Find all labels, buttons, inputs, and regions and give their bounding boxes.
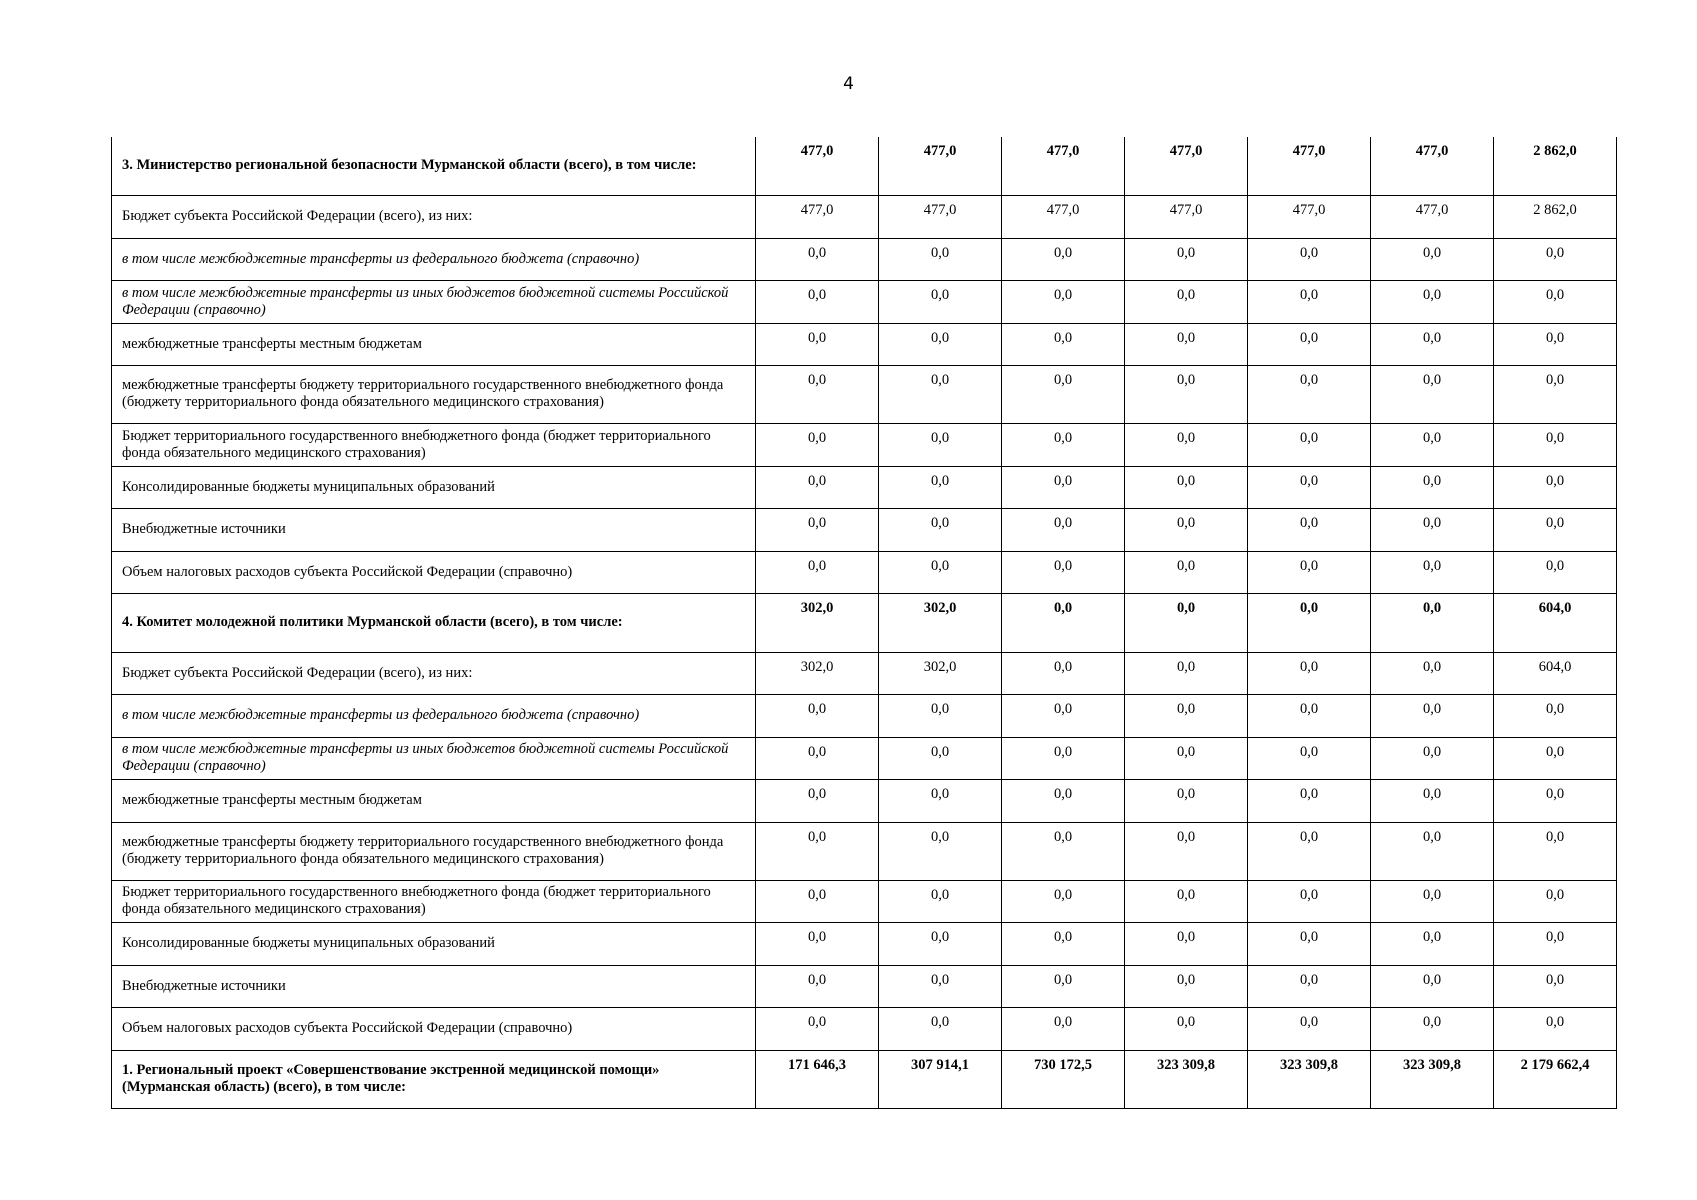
row-label: в том числе межбюджетные трансферты из иных бюджетов бюджетной системы Российской Федерации (справочно) — [112, 280, 756, 323]
value-cell: 0,0 — [1371, 323, 1494, 365]
value-cell: 0,0 — [1371, 694, 1494, 737]
value-cell: 0,0 — [1371, 466, 1494, 508]
value-cell: 0,0 — [1125, 238, 1248, 280]
value-cell: 0,0 — [756, 466, 879, 508]
value-cell: 0,0 — [1494, 965, 1617, 1007]
value-cell: 0,0 — [1248, 737, 1371, 779]
value-cell: 0,0 — [1125, 694, 1248, 737]
row-label: в том числе межбюджетные трансферты из иных бюджетов бюджетной системы Российской Федерации (справочно) — [112, 737, 756, 779]
value-cell: 0,0 — [1248, 779, 1371, 822]
value-cell: 0,0 — [1125, 779, 1248, 822]
value-cell: 302,0 — [756, 593, 879, 652]
value-cell: 0,0 — [1371, 551, 1494, 593]
value-cell: 0,0 — [1494, 822, 1617, 880]
value-cell: 0,0 — [1248, 922, 1371, 965]
value-cell: 0,0 — [1125, 965, 1248, 1007]
value-cell: 0,0 — [1002, 466, 1125, 508]
value-cell: 0,0 — [879, 365, 1002, 423]
value-cell: 0,0 — [1248, 280, 1371, 323]
value-cell: 0,0 — [1494, 238, 1617, 280]
row-label: Объем налоговых расходов субъекта Российской Федерации (справочно) — [112, 551, 756, 593]
row-label: Бюджет территориального государственного внебюджетного фонда (бюджет территориального фонда обязательного медицинского страхования) — [112, 880, 756, 922]
budget-table — [111, 137, 1617, 1109]
value-cell: 0,0 — [1125, 593, 1248, 652]
value-cell: 0,0 — [1125, 822, 1248, 880]
row-label: межбюджетные трансферты местным бюджетам — [112, 323, 756, 365]
value-cell: 477,0 — [1125, 195, 1248, 238]
value-cell: 0,0 — [1248, 508, 1371, 551]
value-cell: 0,0 — [1248, 880, 1371, 922]
value-cell: 477,0 — [1371, 195, 1494, 238]
value-cell: 0,0 — [879, 1007, 1002, 1050]
value-cell: 0,0 — [879, 238, 1002, 280]
value-cell: 0,0 — [1002, 593, 1125, 652]
value-cell: 0,0 — [756, 551, 879, 593]
value-cell: 0,0 — [1248, 365, 1371, 423]
value-cell: 0,0 — [1494, 323, 1617, 365]
value-cell: 730 172,5 — [1002, 1050, 1125, 1108]
table-row — [112, 238, 1617, 280]
value-cell: 0,0 — [1494, 423, 1617, 466]
value-cell: 0,0 — [1125, 737, 1248, 779]
value-cell: 0,0 — [1371, 593, 1494, 652]
table-row — [112, 466, 1617, 508]
value-cell: 0,0 — [1371, 880, 1494, 922]
value-cell: 0,0 — [756, 508, 879, 551]
value-cell: 477,0 — [1125, 137, 1248, 195]
value-cell: 0,0 — [1002, 779, 1125, 822]
value-cell: 0,0 — [1248, 652, 1371, 694]
value-cell: 0,0 — [1125, 652, 1248, 694]
value-cell: 477,0 — [1248, 195, 1371, 238]
value-cell: 0,0 — [1125, 423, 1248, 466]
table-row — [112, 195, 1617, 238]
row-label: межбюджетные трансферты бюджету территориального государственного внебюджетного фонда (бюджету территориального фонда обязательного медицинского страхования) — [112, 365, 756, 423]
value-cell: 0,0 — [1371, 238, 1494, 280]
value-cell: 0,0 — [1125, 922, 1248, 965]
value-cell: 0,0 — [1371, 423, 1494, 466]
table-row — [112, 365, 1617, 423]
value-cell: 477,0 — [756, 137, 879, 195]
value-cell: 0,0 — [1248, 323, 1371, 365]
value-cell: 0,0 — [1002, 922, 1125, 965]
table-row — [112, 965, 1617, 1007]
table-row — [112, 922, 1617, 965]
row-label: 4. Комитет молодежной политики Мурманской области (всего), в том числе: — [112, 593, 756, 652]
value-cell: 0,0 — [1002, 880, 1125, 922]
value-cell: 0,0 — [1125, 280, 1248, 323]
value-cell: 477,0 — [1248, 137, 1371, 195]
row-label: Внебюджетные источники — [112, 965, 756, 1007]
value-cell: 604,0 — [1494, 593, 1617, 652]
value-cell: 0,0 — [1002, 551, 1125, 593]
value-cell: 302,0 — [879, 593, 1002, 652]
value-cell: 0,0 — [1125, 466, 1248, 508]
value-cell: 0,0 — [1248, 238, 1371, 280]
value-cell: 0,0 — [1125, 880, 1248, 922]
value-cell: 0,0 — [1248, 822, 1371, 880]
value-cell: 0,0 — [1002, 280, 1125, 323]
value-cell: 0,0 — [1494, 922, 1617, 965]
value-cell: 0,0 — [1125, 323, 1248, 365]
row-label: Внебюджетные источники — [112, 508, 756, 551]
value-cell: 0,0 — [1125, 1007, 1248, 1050]
value-cell: 0,0 — [879, 551, 1002, 593]
page-number: 4 — [843, 74, 854, 94]
value-cell: 0,0 — [756, 965, 879, 1007]
value-cell: 0,0 — [756, 365, 879, 423]
value-cell: 323 309,8 — [1125, 1050, 1248, 1108]
table-row — [112, 137, 1617, 195]
table-row — [112, 822, 1617, 880]
value-cell: 0,0 — [1248, 1007, 1371, 1050]
value-cell: 0,0 — [1248, 551, 1371, 593]
value-cell: 0,0 — [1494, 466, 1617, 508]
table-row — [112, 551, 1617, 593]
value-cell: 0,0 — [879, 965, 1002, 1007]
table-row — [112, 1007, 1617, 1050]
value-cell: 323 309,8 — [1371, 1050, 1494, 1108]
value-cell: 0,0 — [1494, 365, 1617, 423]
value-cell: 0,0 — [1002, 822, 1125, 880]
value-cell: 0,0 — [1371, 508, 1494, 551]
value-cell: 302,0 — [879, 652, 1002, 694]
value-cell: 0,0 — [1002, 694, 1125, 737]
table-row — [112, 1050, 1617, 1108]
table-row — [112, 323, 1617, 365]
table-row — [112, 737, 1617, 779]
value-cell: 0,0 — [879, 880, 1002, 922]
value-cell: 0,0 — [879, 280, 1002, 323]
value-cell: 477,0 — [1002, 195, 1125, 238]
value-cell: 0,0 — [1494, 508, 1617, 551]
value-cell: 2 862,0 — [1494, 137, 1617, 195]
value-cell: 0,0 — [1494, 779, 1617, 822]
value-cell: 0,0 — [879, 466, 1002, 508]
value-cell: 0,0 — [756, 323, 879, 365]
table-row — [112, 652, 1617, 694]
row-label: Объем налоговых расходов субъекта Российской Федерации (справочно) — [112, 1007, 756, 1050]
value-cell: 0,0 — [879, 922, 1002, 965]
value-cell: 0,0 — [756, 737, 879, 779]
value-cell: 0,0 — [756, 922, 879, 965]
value-cell: 0,0 — [1494, 280, 1617, 323]
value-cell: 0,0 — [1248, 965, 1371, 1007]
table-row — [112, 779, 1617, 822]
table-row — [112, 423, 1617, 466]
value-cell: 0,0 — [1125, 551, 1248, 593]
table-row — [112, 508, 1617, 551]
value-cell: 0,0 — [1371, 1007, 1494, 1050]
value-cell: 0,0 — [1002, 965, 1125, 1007]
value-cell: 0,0 — [879, 694, 1002, 737]
value-cell: 307 914,1 — [879, 1050, 1002, 1108]
value-cell: 0,0 — [1494, 737, 1617, 779]
value-cell: 0,0 — [1002, 1007, 1125, 1050]
value-cell: 0,0 — [756, 238, 879, 280]
row-label: Консолидированные бюджеты муниципальных образований — [112, 922, 756, 965]
value-cell: 0,0 — [1125, 365, 1248, 423]
value-cell: 477,0 — [1002, 137, 1125, 195]
value-cell: 0,0 — [1371, 922, 1494, 965]
value-cell: 0,0 — [1371, 365, 1494, 423]
value-cell: 0,0 — [1002, 238, 1125, 280]
value-cell: 0,0 — [1248, 593, 1371, 652]
value-cell: 0,0 — [1002, 737, 1125, 779]
value-cell: 0,0 — [1371, 965, 1494, 1007]
row-label: межбюджетные трансферты бюджету территориального государственного внебюджетного фонда (бюджету территориального фонда обязательного медицинского страхования) — [112, 822, 756, 880]
value-cell: 0,0 — [1125, 508, 1248, 551]
value-cell: 0,0 — [1002, 652, 1125, 694]
row-label: 3. Министерство региональной безопасности Мурманской области (всего), в том числе: — [112, 137, 756, 195]
value-cell: 0,0 — [1002, 365, 1125, 423]
value-cell: 0,0 — [1371, 280, 1494, 323]
row-label: 1. Региональный проект «Совершенствование экстренной медицинской помощи» (Мурманская область) (всего), в том числе: — [112, 1050, 756, 1108]
row-label: в том числе межбюджетные трансферты из федерального бюджета (справочно) — [112, 694, 756, 737]
value-cell: 0,0 — [1494, 880, 1617, 922]
value-cell: 477,0 — [1371, 137, 1494, 195]
value-cell: 0,0 — [1002, 508, 1125, 551]
table-row — [112, 880, 1617, 922]
value-cell: 477,0 — [756, 195, 879, 238]
value-cell: 0,0 — [1002, 423, 1125, 466]
value-cell: 0,0 — [1494, 1007, 1617, 1050]
value-cell: 604,0 — [1494, 652, 1617, 694]
value-cell: 323 309,8 — [1248, 1050, 1371, 1108]
value-cell: 0,0 — [1248, 694, 1371, 737]
value-cell: 0,0 — [879, 737, 1002, 779]
row-label: в том числе межбюджетные трансферты из федерального бюджета (справочно) — [112, 238, 756, 280]
value-cell: 0,0 — [879, 323, 1002, 365]
row-label: межбюджетные трансферты местным бюджетам — [112, 779, 756, 822]
value-cell: 2 179 662,4 — [1494, 1050, 1617, 1108]
value-cell: 0,0 — [1248, 423, 1371, 466]
value-cell: 0,0 — [756, 694, 879, 737]
value-cell: 0,0 — [756, 280, 879, 323]
value-cell: 0,0 — [756, 880, 879, 922]
value-cell: 0,0 — [756, 423, 879, 466]
value-cell: 302,0 — [756, 652, 879, 694]
row-label: Бюджет территориального государственного внебюджетного фонда (бюджет территориального фонда обязательного медицинского страхования) — [112, 423, 756, 466]
value-cell: 0,0 — [1371, 779, 1494, 822]
table-row — [112, 694, 1617, 737]
table-row — [112, 280, 1617, 323]
value-cell: 0,0 — [879, 423, 1002, 466]
value-cell: 0,0 — [1371, 652, 1494, 694]
value-cell: 2 862,0 — [1494, 195, 1617, 238]
value-cell: 0,0 — [1002, 323, 1125, 365]
value-cell: 477,0 — [879, 195, 1002, 238]
value-cell: 0,0 — [1371, 737, 1494, 779]
value-cell: 0,0 — [1248, 466, 1371, 508]
value-cell: 477,0 — [879, 137, 1002, 195]
value-cell: 0,0 — [1371, 822, 1494, 880]
value-cell: 0,0 — [879, 779, 1002, 822]
value-cell: 0,0 — [879, 508, 1002, 551]
table-row — [112, 593, 1617, 652]
value-cell: 0,0 — [756, 822, 879, 880]
value-cell: 0,0 — [756, 779, 879, 822]
value-cell: 0,0 — [1494, 551, 1617, 593]
row-label: Бюджет субъекта Российской Федерации (всего), из них: — [112, 652, 756, 694]
value-cell: 0,0 — [756, 1007, 879, 1050]
row-label: Бюджет субъекта Российской Федерации (всего), из них: — [112, 195, 756, 238]
value-cell: 0,0 — [879, 822, 1002, 880]
row-label: Консолидированные бюджеты муниципальных образований — [112, 466, 756, 508]
value-cell: 171 646,3 — [756, 1050, 879, 1108]
value-cell: 0,0 — [1494, 694, 1617, 737]
